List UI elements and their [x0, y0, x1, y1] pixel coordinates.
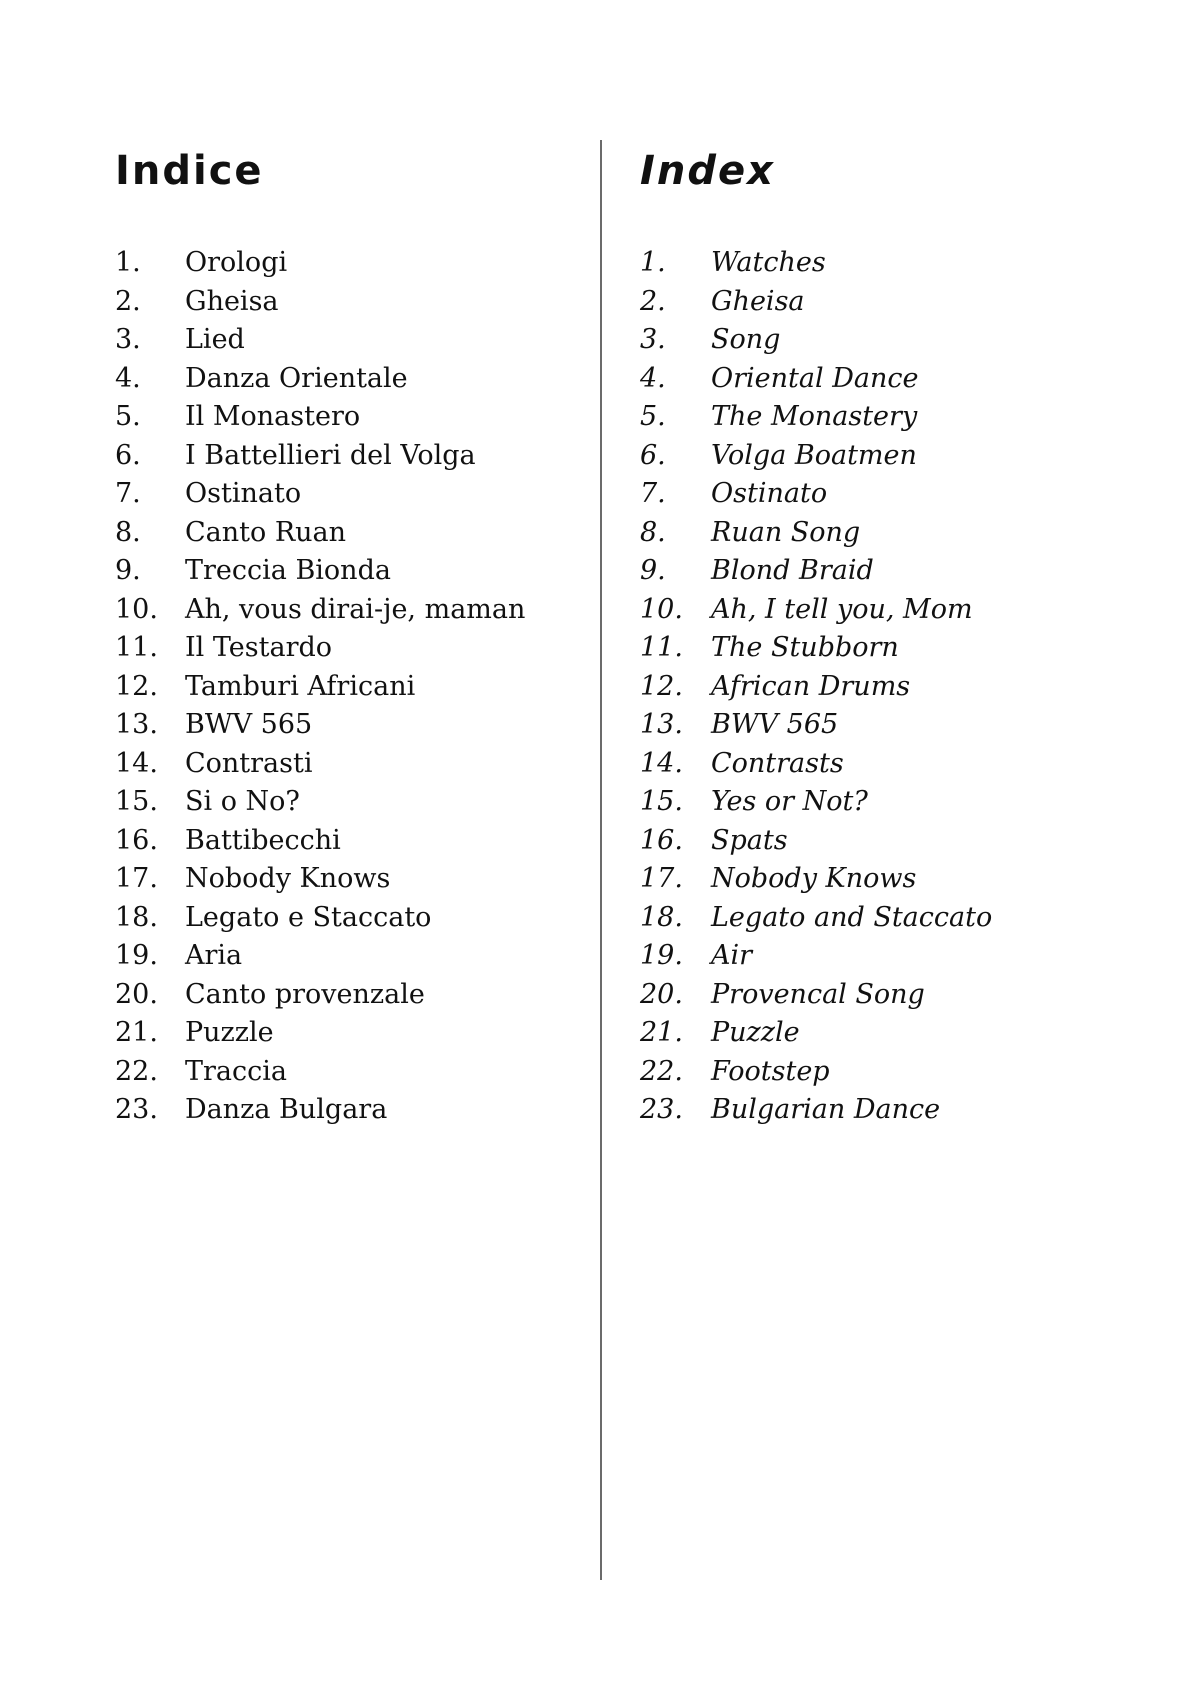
index-entry: [640, 398, 992, 437]
entry-title: Battibecchi: [185, 824, 341, 856]
index-entry: [115, 244, 525, 283]
index-title-english: Index: [640, 148, 775, 194]
entry-number: 4.: [115, 362, 141, 394]
entry-number: 19.: [640, 940, 683, 971]
entry-number: 10.: [640, 593, 683, 625]
index-entry: [640, 976, 992, 1015]
entry-title: Bulgarian Dance: [711, 1094, 941, 1125]
entry-number: 12.: [115, 670, 158, 702]
index-entry: [640, 244, 992, 283]
entry-number: 22.: [115, 1055, 158, 1087]
index-entry: [640, 321, 992, 360]
entry-title: Ostinato: [185, 478, 302, 509]
index-entry: [640, 668, 992, 707]
entry-number: 15.: [640, 786, 683, 817]
index-entry: [640, 745, 992, 784]
index-entry: [115, 668, 525, 707]
index-entry: [115, 860, 525, 899]
index-entry: [115, 976, 525, 1015]
index-entry: [115, 514, 525, 553]
entry-title: Danza Bulgara: [185, 1094, 388, 1125]
index-entry: [115, 321, 525, 360]
index-entry: [115, 437, 525, 476]
entry-number: 20.: [115, 978, 158, 1010]
index-entry: [640, 1053, 992, 1092]
entry-title: Oriental Dance: [711, 362, 919, 394]
entry-number: 9.: [115, 555, 141, 586]
entry-title: Traccia: [185, 1055, 287, 1087]
entry-title: Danza Orientale: [185, 362, 408, 394]
entry-number: 11.: [640, 632, 683, 663]
entry-title: The Stubborn: [711, 632, 899, 663]
entry-title: Puzzle: [711, 1017, 800, 1048]
entry-title: Spats: [711, 824, 788, 856]
index-entry: [640, 1091, 992, 1130]
entry-title: Watches: [711, 247, 826, 278]
entry-number: 13.: [115, 709, 158, 740]
entry-title: Nobody Knows: [711, 863, 917, 894]
entry-title: Footstep: [711, 1055, 830, 1087]
entry-number: 18.: [640, 901, 683, 933]
entry-number: 5.: [640, 401, 666, 432]
entry-number: 5.: [115, 401, 141, 432]
entry-number: 3.: [640, 324, 666, 355]
entry-number: 2.: [115, 285, 141, 317]
index-entry: [115, 398, 525, 437]
index-entry: [115, 706, 525, 745]
entry-number: 6.: [640, 439, 666, 471]
index-entry: [640, 629, 992, 668]
index-entry: [640, 937, 992, 976]
entry-number: 8.: [115, 516, 141, 548]
entry-title: Volga Boatmen: [711, 439, 917, 471]
entry-title: Contrasti: [185, 747, 313, 779]
entry-number: 18.: [115, 901, 158, 933]
index-entry: [115, 937, 525, 976]
entry-title: Il Testardo: [185, 632, 333, 663]
entry-title: Canto Ruan: [185, 516, 347, 548]
entry-number: 22.: [640, 1055, 683, 1087]
index-entry: [640, 860, 992, 899]
entry-number: 23.: [115, 1094, 158, 1125]
index-entry: [640, 899, 992, 938]
entry-number: 15.: [115, 786, 158, 817]
entry-title: Ostinato: [711, 478, 828, 509]
index-entry: [640, 437, 992, 476]
index-entry: [115, 1091, 525, 1130]
index-entry: [640, 283, 992, 322]
entry-number: 3.: [115, 324, 141, 355]
entry-number: 9.: [640, 555, 666, 586]
entry-number: 14.: [115, 747, 158, 779]
index-entry: [640, 552, 992, 591]
column-divider: [600, 140, 602, 1580]
entry-title: Legato e Staccato: [185, 901, 432, 933]
index-entry: [115, 899, 525, 938]
entry-number: 21.: [115, 1017, 158, 1048]
index-entry: [640, 822, 992, 861]
entry-number: 23.: [640, 1094, 683, 1125]
entry-title: Canto provenzale: [185, 978, 425, 1010]
entry-title: Legato and Staccato: [711, 901, 993, 933]
entry-title: Song: [711, 324, 781, 355]
entry-number: 19.: [115, 940, 158, 971]
entry-number: 7.: [115, 478, 141, 509]
index-entry: [640, 360, 992, 399]
entry-number: 20.: [640, 978, 683, 1010]
entry-title: Contrasts: [711, 747, 844, 779]
entry-title: BWV 565: [711, 709, 839, 740]
entry-title: Gheisa: [185, 285, 279, 317]
entry-number: 2.: [640, 285, 666, 317]
index-entry: [115, 822, 525, 861]
index-entry: [640, 783, 992, 822]
index-entry: [640, 1014, 992, 1053]
index-entry: [640, 591, 992, 630]
entry-number: 17.: [115, 863, 158, 894]
entry-number: 7.: [640, 478, 666, 509]
entry-title: Ah, vous dirai-je, maman: [185, 593, 526, 625]
index-entry: [115, 629, 525, 668]
entry-title: Aria: [185, 940, 243, 971]
index-entry: [640, 706, 992, 745]
entry-title: Ah, I tell you, Mom: [711, 593, 973, 625]
entry-title: Gheisa: [711, 285, 805, 317]
entry-number: 1.: [115, 247, 141, 278]
index-entry: [115, 552, 525, 591]
index-list-english: [640, 244, 992, 1130]
entry-number: 21.: [640, 1017, 683, 1048]
entry-title: Puzzle: [185, 1017, 274, 1048]
index-entry: [115, 360, 525, 399]
entry-title: African Drums: [711, 670, 911, 702]
index-entry: [115, 475, 525, 514]
index-entry: [115, 745, 525, 784]
entry-number: 16.: [640, 824, 683, 856]
index-entry: [640, 514, 992, 553]
entry-number: 12.: [640, 670, 683, 702]
entry-number: 11.: [115, 632, 158, 663]
index-entry: [640, 475, 992, 514]
index-list-italian: [115, 244, 525, 1130]
entry-number: 17.: [640, 863, 683, 894]
index-entry: [115, 1014, 525, 1053]
entry-number: 14.: [640, 747, 683, 779]
entry-title: Yes or Not?: [711, 786, 868, 817]
index-entry: [115, 591, 525, 630]
entry-number: 1.: [640, 247, 666, 278]
entry-number: 6.: [115, 439, 141, 471]
entry-title: Provencal Song: [711, 978, 925, 1010]
entry-title: Orologi: [185, 247, 288, 278]
entry-title: Air: [711, 940, 753, 971]
index-title-italian: Indice: [115, 148, 264, 194]
entry-title: The Monastery: [711, 401, 918, 432]
entry-title: I Battellieri del Volga: [185, 439, 476, 471]
entry-title: Lied: [185, 324, 245, 355]
index-entry: [115, 283, 525, 322]
entry-title: Il Monastero: [185, 401, 361, 432]
entry-title: Si o No?: [185, 786, 300, 817]
entry-title: BWV 565: [185, 709, 313, 740]
index-entry: [115, 783, 525, 822]
entry-number: 16.: [115, 824, 158, 856]
entry-number: 8.: [640, 516, 666, 548]
index-entry: [115, 1053, 525, 1092]
entry-number: 13.: [640, 709, 683, 740]
entry-title: Blond Braid: [711, 555, 874, 586]
entry-title: Tamburi Africani: [185, 670, 416, 702]
entry-title: Treccia Bionda: [185, 555, 391, 586]
entry-title: Ruan Song: [711, 516, 861, 548]
entry-title: Nobody Knows: [185, 863, 391, 894]
entry-number: 10.: [115, 593, 158, 625]
entry-number: 4.: [640, 362, 666, 394]
